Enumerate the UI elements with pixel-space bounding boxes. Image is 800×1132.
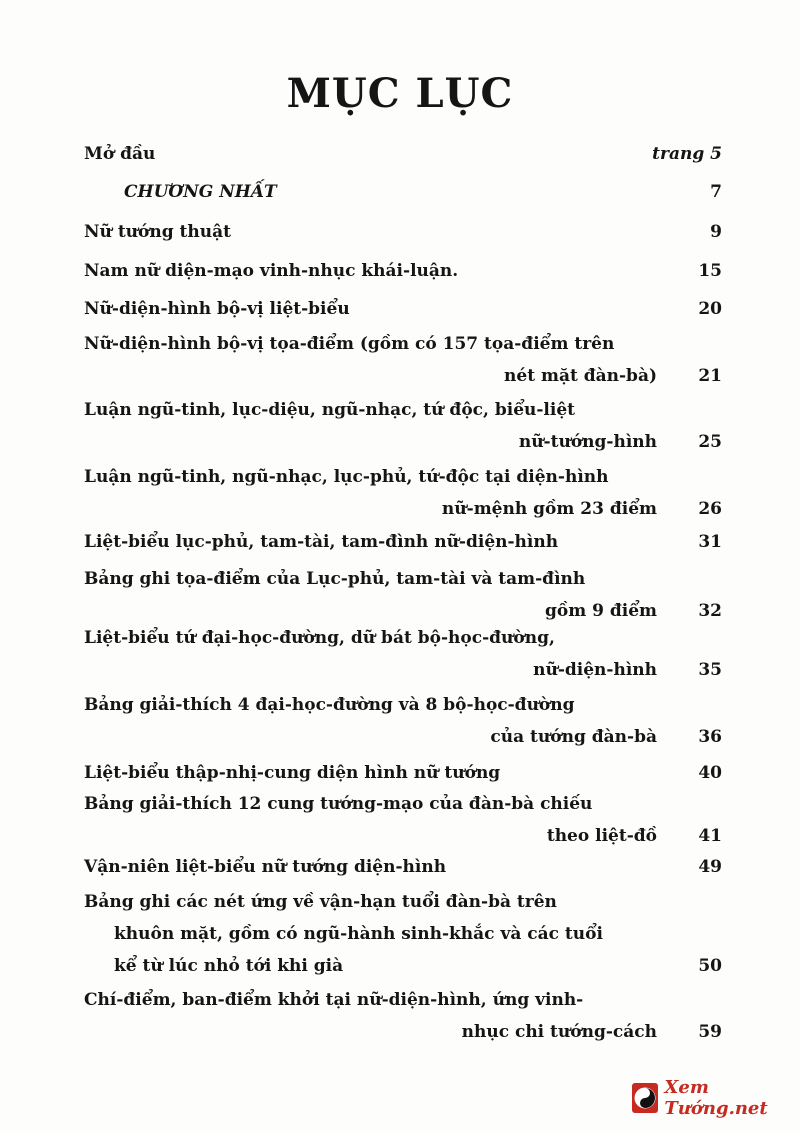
- toc-line: [84, 461, 722, 493]
- toc-entry: [84, 176, 722, 208]
- toc-entry-title: Liệt-biểu thập-nhị-cung diện hình nữ tướng: [84, 763, 501, 783]
- toc-entry-title-cont: của tướng đàn-bà: [490, 727, 657, 747]
- toc-entry-title-cont: kể từ lúc nhỏ tới khi già: [114, 956, 344, 976]
- toc-entry: [84, 886, 722, 982]
- toc-line: [84, 950, 722, 982]
- toc-entry-page: 15: [698, 261, 722, 281]
- toc-entry-title: Chí-điểm, ban-điểm khởi tại nữ-diện-hình, ứng vinh-: [84, 990, 584, 1010]
- toc-entry-title: Nam nữ diện-mạo vinh-nhục khái-luận.: [84, 261, 459, 281]
- toc-entry-title-cont: nữ-diện-hình: [533, 660, 657, 680]
- toc-line: [84, 138, 722, 170]
- toc-entry-page: 9: [710, 222, 722, 242]
- toc-entry-title-cont: gồm 9 điểm: [544, 601, 657, 621]
- toc-entry: [84, 788, 722, 852]
- toc-line: [84, 426, 722, 458]
- toc-line: [84, 788, 722, 820]
- toc-line: [84, 757, 722, 789]
- toc-line: [84, 563, 722, 595]
- toc-entry-title: Luận ngũ-tinh, ngũ-nhạc, lục-phủ, tứ-độc tại diện-hình: [84, 467, 609, 487]
- toc-entry-title: Bảng giải-thích 4 đại-học-đường và 8 bộ-học-đường: [84, 695, 575, 715]
- toc-entry-page: 35: [698, 660, 722, 680]
- toc-entry: [84, 293, 722, 325]
- yin-yang-icon: [632, 1083, 658, 1113]
- toc-entry-page: 25: [698, 432, 722, 452]
- toc-entry-page: trang 5: [652, 144, 722, 164]
- toc-entry: [84, 757, 722, 789]
- toc-entry-title: Bảng ghi các nét ứng về vận-hạn tuổi đàn-bà trên: [84, 892, 557, 912]
- toc-line: [84, 293, 722, 325]
- toc-entry-page: 20: [698, 299, 722, 319]
- toc-line: [84, 820, 722, 852]
- toc-entry-title: Mở đầu: [84, 144, 156, 164]
- toc-entry-title: Liệt-biểu lục-phủ, tam-tài, tam-đình nữ-diện-hình: [84, 532, 559, 552]
- toc-line: [84, 255, 722, 287]
- watermark-text: Xem Tướng.net: [664, 1077, 768, 1119]
- toc-entry-title-cont: nét mặt đàn-bà): [504, 366, 657, 386]
- toc-line: [84, 360, 722, 392]
- toc-entry-page: 59: [698, 1022, 722, 1042]
- toc-entry-title: Liệt-biểu tứ đại-học-đường, dữ bát bộ-học-đường,: [84, 628, 555, 648]
- toc-line: [84, 1016, 722, 1048]
- page-title: MỤC LỤC: [286, 70, 514, 117]
- toc-line: [84, 176, 722, 208]
- toc-entry: [84, 216, 722, 248]
- toc-line: [84, 984, 722, 1016]
- toc-entry-page: 26: [698, 499, 722, 519]
- chapter-heading: CHƯƠNG NHẤT: [124, 182, 277, 202]
- toc-entry-page: 41: [698, 826, 722, 846]
- toc-entry: [84, 328, 722, 392]
- toc-line: [84, 493, 722, 525]
- toc-entry-title-cont: nữ-tướng-hình: [518, 432, 657, 452]
- toc-entry: [84, 526, 722, 558]
- toc-entry: [84, 563, 722, 627]
- toc-entry-page: 21: [698, 366, 722, 386]
- toc-entry: [84, 461, 722, 525]
- toc-entry-title: Vận-niên liệt-biểu nữ tướng diện-hình: [84, 857, 447, 877]
- toc-line: [84, 622, 722, 654]
- toc-entry: [84, 394, 722, 458]
- toc-entry-page: 36: [698, 727, 722, 747]
- toc-entry-title-cont: theo liệt-đồ: [546, 826, 657, 846]
- toc-entry: [84, 984, 722, 1048]
- toc-line: [84, 721, 722, 753]
- toc-entry-page: 40: [698, 763, 722, 783]
- toc-entry: [84, 255, 722, 287]
- site-watermark: [632, 1077, 800, 1119]
- toc-line: [84, 394, 722, 426]
- toc-line: [84, 526, 722, 558]
- toc-entry-title: Nữ tướng thuật: [84, 222, 231, 242]
- toc-entry-page: 32: [698, 601, 722, 621]
- toc-line: [84, 918, 722, 950]
- toc-entry: [84, 622, 722, 686]
- toc-entry-title: Bảng ghi tọa-điểm của Lục-phủ, tam-tài và tam-đình: [84, 569, 586, 589]
- toc-entry: [84, 138, 722, 170]
- toc-line: [84, 654, 722, 686]
- toc-entry-title: Nữ-diện-hình bộ-vị liệt-biểu: [84, 299, 350, 319]
- toc-entry-title: Luận ngũ-tinh, lục-diệu, ngũ-nhạc, tứ độc, biểu-liệt: [84, 400, 576, 420]
- toc-line: [84, 851, 722, 883]
- toc-line: [84, 689, 722, 721]
- toc-entry-title-cont: khuôn mặt, gồm có ngũ-hành sinh-khắc và các tuổi: [114, 924, 603, 944]
- toc-line: [84, 216, 722, 248]
- toc-line: [84, 328, 722, 360]
- toc-line: [84, 886, 722, 918]
- toc-entry-page: 49: [698, 857, 722, 877]
- toc-entry-title: Nữ-diện-hình bộ-vị tọa-điểm (gồm có 157 tọa-điểm trên: [84, 334, 615, 354]
- toc-entry-title-cont: nhục chi tướng-cách: [461, 1022, 657, 1042]
- toc-entry-title-cont: nữ-mệnh gồm 23 điểm: [441, 499, 657, 519]
- toc-entry-page: 31: [698, 532, 722, 552]
- toc-entry: [84, 689, 722, 753]
- toc-entry-title: Bảng giải-thích 12 cung tướng-mạo của đàn-bà chiếu: [84, 794, 593, 814]
- toc-entry: [84, 851, 722, 883]
- toc-entry-page: 7: [710, 182, 722, 202]
- toc-entry-page: 50: [698, 956, 722, 976]
